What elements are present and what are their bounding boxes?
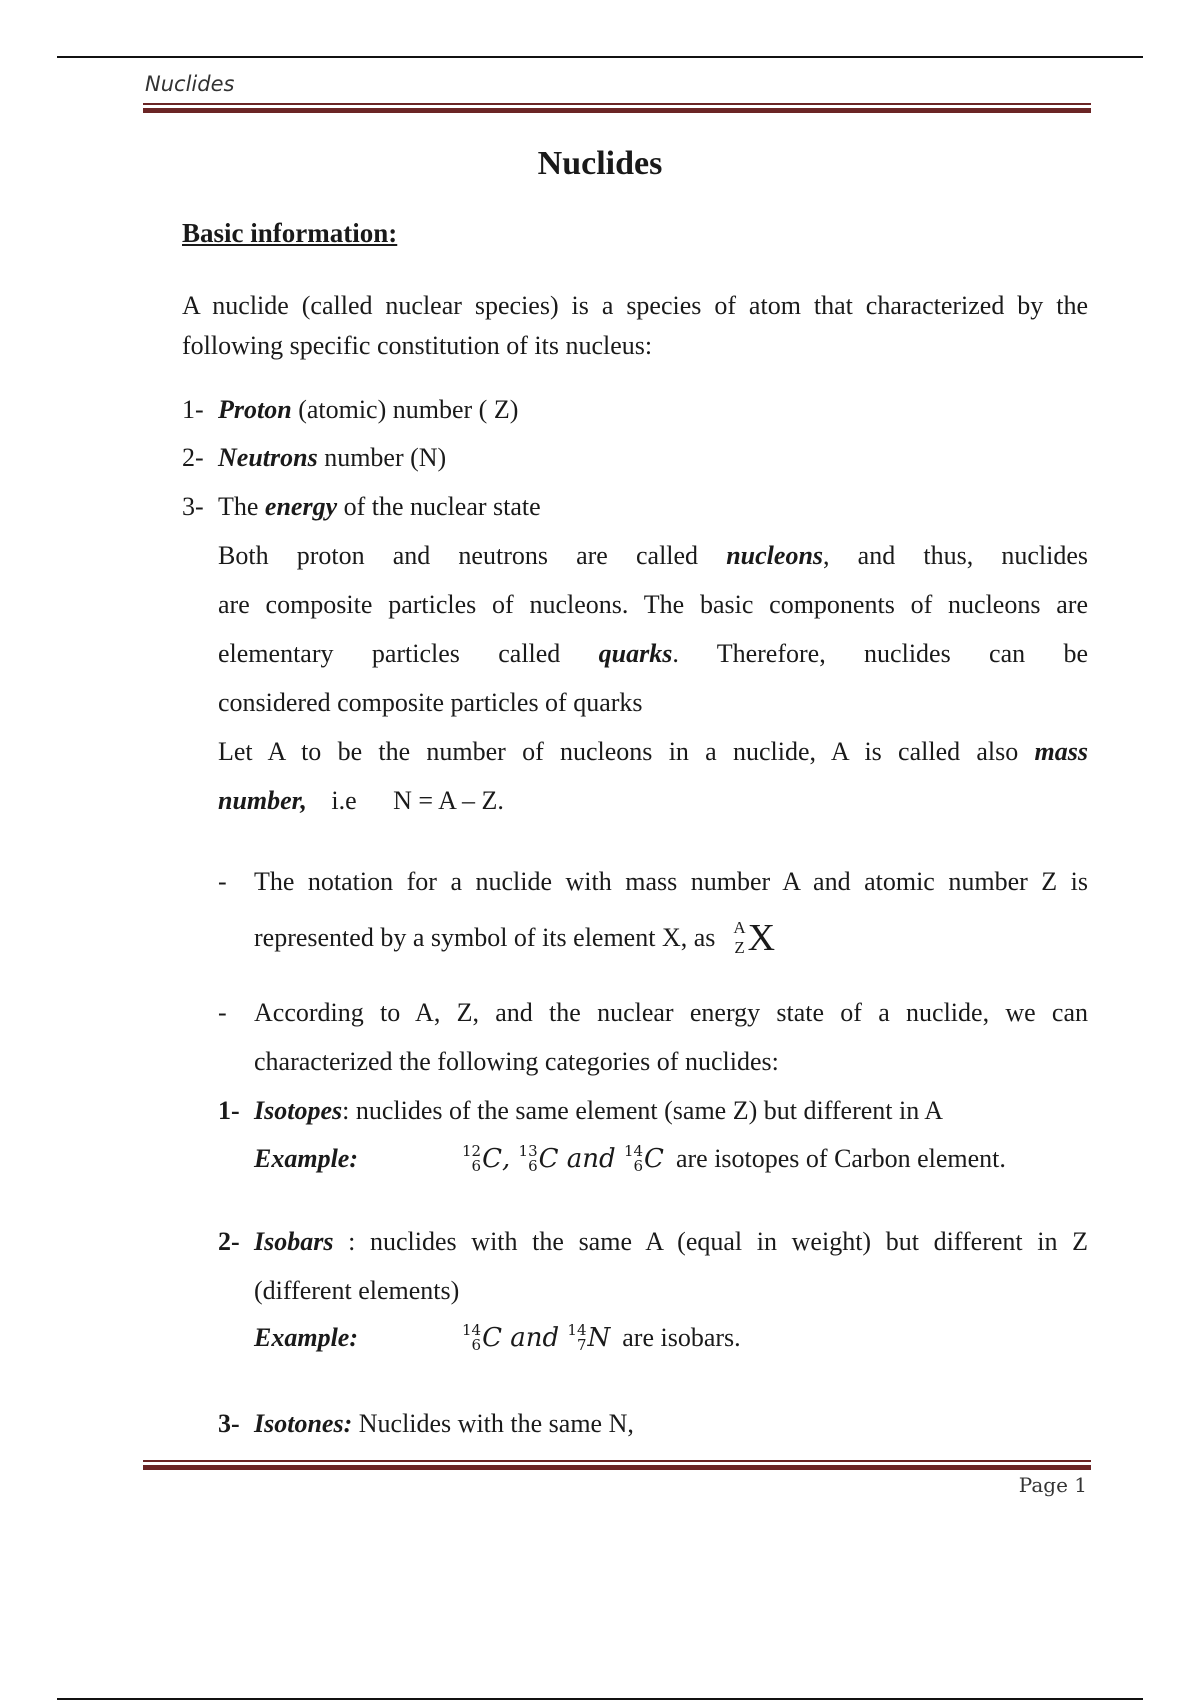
- isotones-definition: [254, 1409, 634, 1439]
- text: , and thus, nuclides: [823, 541, 1088, 570]
- text: represented by a symbol of its element X, as: [254, 923, 716, 952]
- nucleons-line-2: are composite particles of nucleons. The basic components of nucleons are: [218, 590, 1088, 619]
- isobars-definition-2: (different elements): [254, 1276, 460, 1305]
- element: C: [644, 1144, 664, 1174]
- constitution-item-energy: [182, 492, 541, 522]
- item-number: 1-: [218, 1096, 240, 1125]
- isotones-number: [218, 1409, 240, 1439]
- example-text: are isobars.: [622, 1323, 741, 1352]
- term-isotones: Isotones:: [254, 1409, 353, 1438]
- atomic-number: 6: [528, 1157, 538, 1175]
- separator: and: [558, 1144, 624, 1174]
- section-heading: Basic information:: [182, 218, 398, 248]
- constitution-item-proton: [182, 395, 519, 425]
- term-proton: Proton: [218, 395, 292, 424]
- nuclide-n14: [567, 1323, 610, 1353]
- intro-line-2: following specific constitution of its nucleus:: [182, 331, 653, 360]
- term-nucleons: nucleons: [726, 541, 824, 570]
- atomic-number: 6: [471, 1336, 482, 1354]
- text: Let A to be the number of nucleons in a nuclide, A is called also: [218, 737, 1019, 766]
- separator: and: [502, 1323, 568, 1353]
- bullet-dash: -: [218, 998, 227, 1027]
- text: elementary particles called: [218, 639, 561, 668]
- mass-number: 14: [623, 1142, 644, 1160]
- text: : nuclides with the same A (equal in weight) but different in Z: [348, 1227, 1089, 1256]
- atomic-number-Z: Z: [734, 938, 745, 957]
- item-number: 3-: [182, 492, 204, 521]
- item-number: 3-: [218, 1409, 240, 1438]
- isobars-number: [218, 1227, 240, 1257]
- nucleons-line-6: [218, 786, 504, 816]
- item-number: 1-: [182, 395, 204, 424]
- element-symbol-X: X: [747, 917, 776, 959]
- atomic-number: 7: [576, 1336, 587, 1354]
- header-band: [143, 103, 1091, 113]
- term-isobars: Isobars: [254, 1227, 334, 1256]
- nuclide-c14: [624, 1144, 664, 1174]
- mass-number: 14: [567, 1321, 587, 1339]
- nucleons-line-1: [218, 541, 1088, 571]
- mass-number: 14: [462, 1321, 482, 1339]
- nuclide-c12: [462, 1144, 502, 1174]
- nuclide-c13: [519, 1144, 559, 1174]
- notation-line-2: [254, 916, 775, 960]
- item-text-pre: The: [218, 492, 259, 521]
- nucleons-line-5: [218, 737, 1088, 767]
- example-label: Example:: [254, 1144, 358, 1173]
- ie-text: i.e: [331, 786, 357, 815]
- categories-line-2: characterized the following categories of nuclides:: [254, 1047, 779, 1076]
- top-page-rule: [57, 56, 1143, 58]
- mass-number-A: A: [733, 918, 746, 938]
- categories-line-1: According to A, Z, and the nuclear energy state of a nuclide, we can: [254, 998, 1088, 1027]
- nuclide-c14: [462, 1323, 502, 1353]
- mass-number: 12: [462, 1142, 482, 1160]
- bullet-dash: -: [218, 867, 227, 896]
- isotopes-number: [218, 1096, 240, 1126]
- item-number: 2-: [182, 443, 204, 472]
- separator: ,: [502, 1144, 519, 1174]
- term-neutrons: Neutrons: [218, 443, 318, 472]
- nucleons-line-4: considered composite particles of quarks: [218, 688, 643, 717]
- text: Both proton and neutrons are called: [218, 541, 699, 570]
- item-number: 2-: [218, 1227, 240, 1256]
- isobars-definition-1: [254, 1227, 1088, 1257]
- mass-number: 13: [518, 1142, 538, 1160]
- nuclide-notation-symbol: [733, 916, 775, 960]
- example-text: are isotopes of Carbon element.: [675, 1144, 1006, 1173]
- example-label: Example:: [254, 1323, 358, 1352]
- item-text: of the nuclear state: [343, 492, 541, 521]
- element: N: [587, 1323, 611, 1353]
- running-header: Nuclides: [145, 72, 235, 96]
- intro-line-1: A nuclide (called nuclear species) is a species of atom that characterized by the: [182, 291, 1088, 320]
- isobars-example: [254, 1323, 741, 1353]
- nucleons-line-3: [218, 639, 1088, 669]
- element: C: [538, 1144, 559, 1174]
- term-mass: mass: [1034, 737, 1088, 766]
- text: Nuclides with the same N,: [358, 1409, 634, 1438]
- footer-band: [143, 1460, 1091, 1470]
- page-number: Page 1: [1018, 1473, 1087, 1497]
- item-text: (atomic) number ( Z): [298, 395, 519, 424]
- text: . Therefore, nuclides can be: [672, 639, 1088, 668]
- text: : nuclides of the same element (same Z) but different in A: [342, 1096, 944, 1125]
- isotopes-definition: [254, 1096, 943, 1126]
- atomic-number: 6: [471, 1157, 482, 1175]
- term-quarks: quarks: [598, 639, 673, 668]
- term-number: number,: [218, 786, 307, 815]
- item-text: number (N): [324, 443, 447, 472]
- notation-line-1: The notation for a nuclide with mass number A and atomic number Z is: [254, 867, 1088, 896]
- atomic-number: 6: [633, 1157, 644, 1175]
- isotopes-example: [254, 1144, 1006, 1174]
- page-title: Nuclides: [537, 145, 663, 182]
- term-energy: energy: [264, 492, 338, 521]
- term-isotopes: Isotopes: [254, 1096, 343, 1125]
- mass-number-equation: N = A – Z.: [393, 786, 504, 815]
- element: C: [482, 1144, 502, 1174]
- element: C: [482, 1323, 502, 1353]
- constitution-item-neutrons: [182, 443, 447, 473]
